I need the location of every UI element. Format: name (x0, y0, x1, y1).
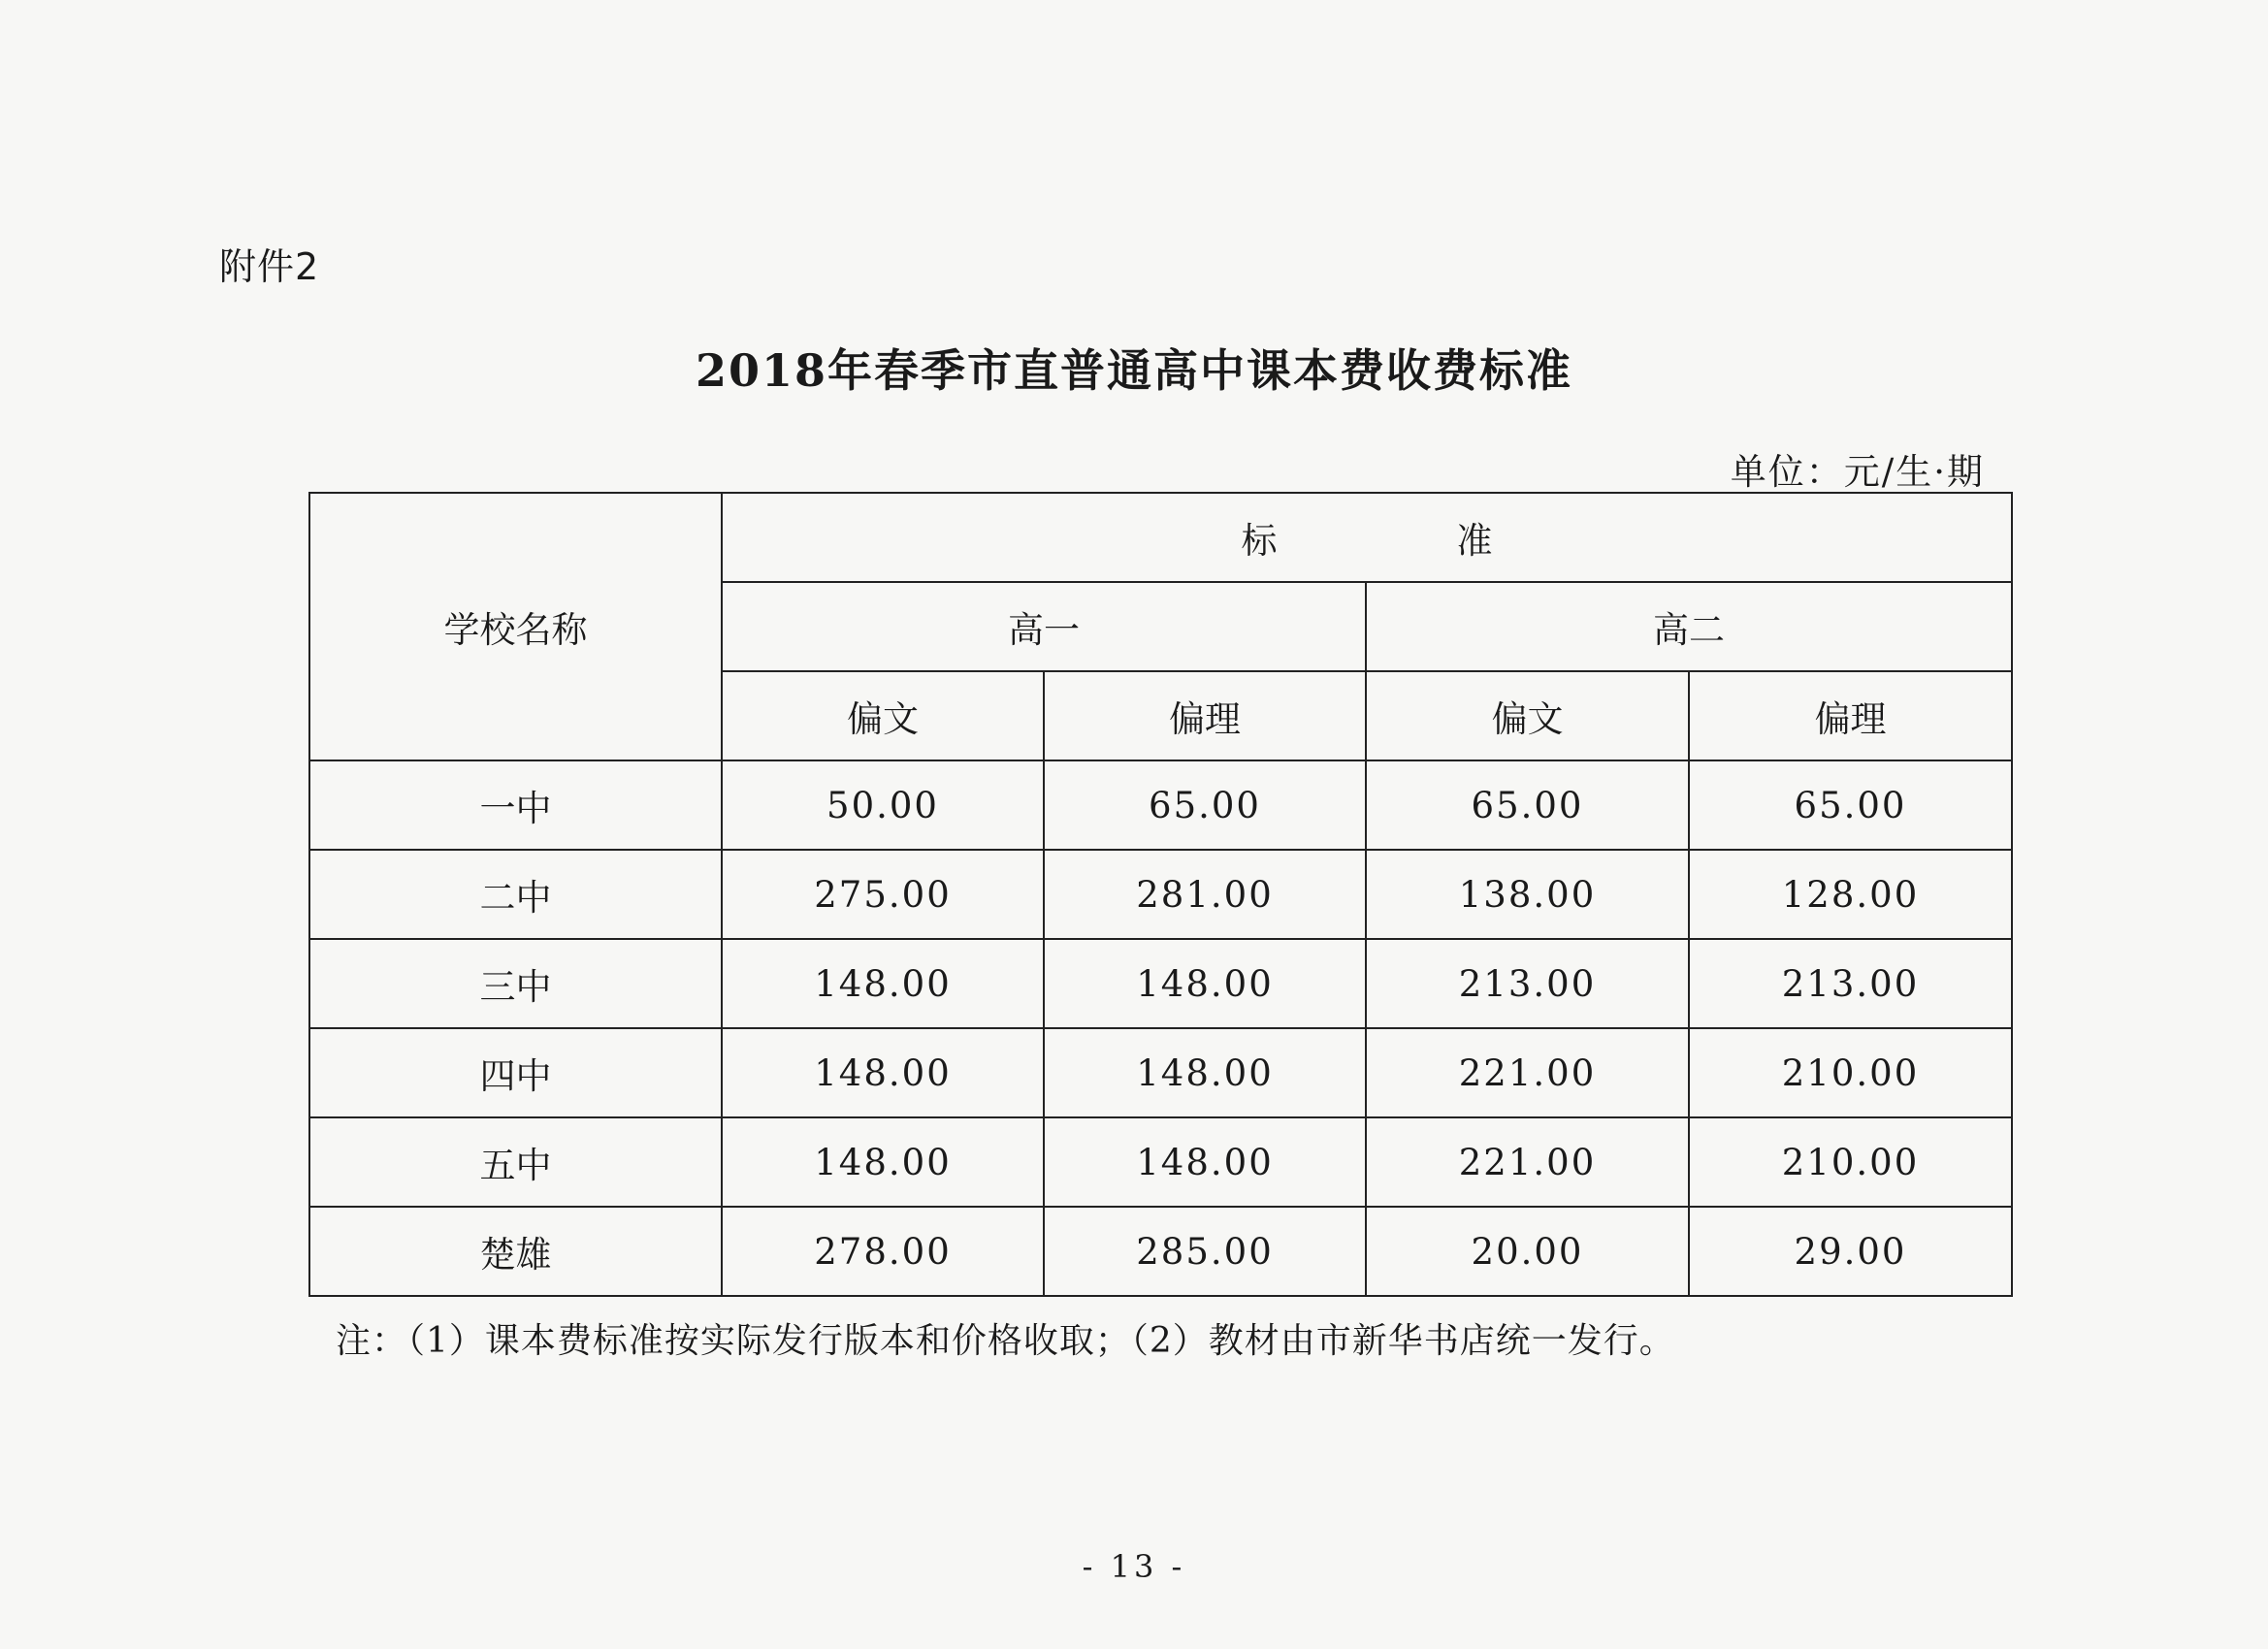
grade-header-1: 高一 (722, 582, 1366, 671)
track-header-g2-arts: 偏文 (1366, 671, 1689, 760)
fee-cell: 221.00 (1366, 1117, 1689, 1207)
table-row (309, 850, 2012, 939)
fee-cell: 148.00 (722, 1117, 1044, 1207)
school-name-cell: 二中 (309, 850, 722, 939)
fee-cell: 138.00 (1366, 850, 1689, 939)
fee-cell: 128.00 (1689, 850, 2012, 939)
unit-label: 单位：元/生·期 (1730, 451, 1985, 493)
fee-cell: 148.00 (1044, 1117, 1366, 1207)
track-header-g2-science: 偏理 (1689, 671, 2012, 760)
table-row (309, 1207, 2012, 1296)
fee-cell: 221.00 (1366, 1028, 1689, 1117)
fee-table (308, 492, 2013, 1297)
school-name-cell: 四中 (309, 1028, 722, 1117)
fee-cell: 278.00 (722, 1207, 1044, 1296)
page-number: - 13 - (1082, 1548, 1186, 1585)
fee-cell: 29.00 (1689, 1207, 2012, 1296)
footnote: 注：（1）课本费标准按实际发行版本和价格收取；（2）教材由市新华书店统一发行。 (336, 1321, 1675, 1361)
fee-cell: 148.00 (722, 939, 1044, 1028)
fee-cell: 285.00 (1044, 1207, 1366, 1296)
fee-cell: 275.00 (722, 850, 1044, 939)
fee-cell: 210.00 (1689, 1028, 2012, 1117)
fee-cell: 148.00 (722, 1028, 1044, 1117)
track-header-g1-science: 偏理 (1044, 671, 1366, 760)
school-name-cell: 五中 (309, 1117, 722, 1207)
school-name-cell: 三中 (309, 939, 722, 1028)
fee-cell: 148.00 (1044, 1028, 1366, 1117)
fee-cell: 210.00 (1689, 1117, 2012, 1207)
fee-cell: 281.00 (1044, 850, 1366, 939)
table-row (309, 1028, 2012, 1117)
header-row-standard (309, 493, 2012, 582)
fee-cell: 213.00 (1689, 939, 2012, 1028)
table-row (309, 939, 2012, 1028)
attachment-label: 附件2 (219, 245, 320, 288)
fee-cell: 213.00 (1366, 939, 1689, 1028)
fee-cell: 20.00 (1366, 1207, 1689, 1296)
school-name-cell: 楚雄 (309, 1207, 722, 1296)
document-title: 2018年春季市直普通高中课本费收费标准 (695, 344, 1573, 397)
school-name-cell: 一中 (309, 760, 722, 850)
standard-header: 标 准 (722, 493, 2012, 582)
table-row (309, 1117, 2012, 1207)
table-row (309, 760, 2012, 850)
fee-cell: 65.00 (1689, 760, 2012, 850)
school-name-header: 学校名称 (309, 493, 722, 760)
fee-cell: 148.00 (1044, 939, 1366, 1028)
track-header-g1-arts: 偏文 (722, 671, 1044, 760)
grade-header-2: 高二 (1366, 582, 2012, 671)
fee-cell: 65.00 (1366, 760, 1689, 850)
fee-cell: 50.00 (722, 760, 1044, 850)
fee-cell: 65.00 (1044, 760, 1366, 850)
